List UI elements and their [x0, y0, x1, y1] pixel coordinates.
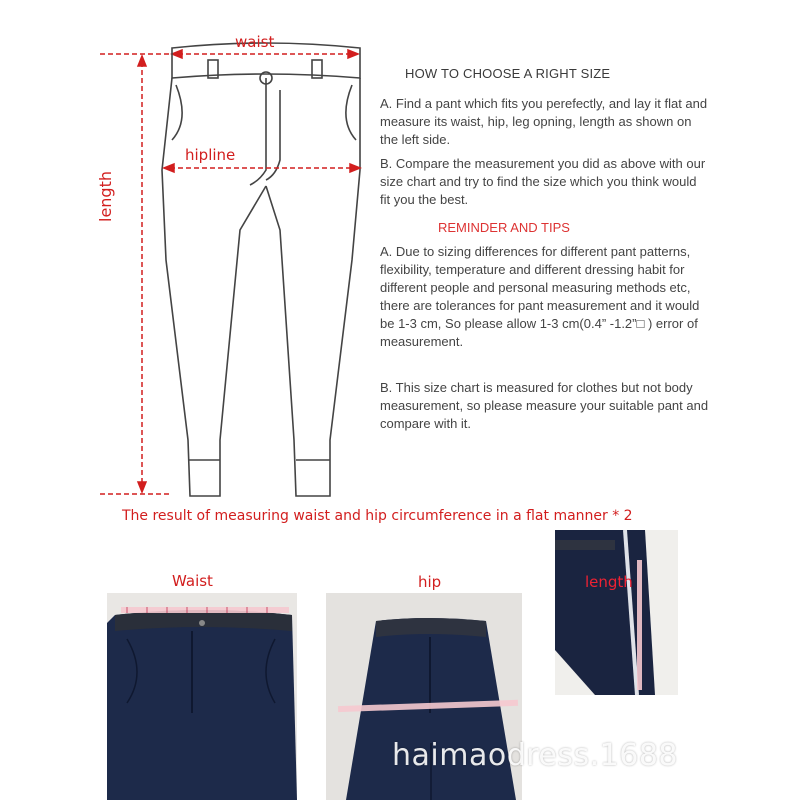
waist-label: waist — [235, 33, 275, 51]
length-measure-line — [100, 54, 170, 494]
pant-outline — [162, 43, 360, 496]
photo-hip-label: hip — [418, 573, 442, 591]
result-note: The result of measuring waist and hip circumference in a flat manner * 2 — [122, 508, 633, 524]
length-label: length — [96, 171, 115, 222]
waist-photo — [107, 593, 297, 800]
guide-step-b: B. Compare the measurement you did as above with our size chart and try to find the size which you think would fit you the best. — [380, 156, 706, 207]
waist-measure-line — [172, 50, 358, 58]
photo-length-label: length — [585, 573, 633, 591]
watermark: haimaodress.1688 — [392, 738, 679, 773]
length-photo — [555, 530, 678, 695]
tip-a: A. Due to sizing differences for different pant patterns, flexibility, temperature and different dressing habit for different people and personal measuring methods etc, there are tolerances for pant measurement and it would be 1-3 cm, So please allow 1-3 cm(0.4” -1.2”□ ) error of measurement. — [380, 244, 700, 349]
photo-waist-label: Waist — [172, 572, 213, 590]
pant-diagram — [90, 30, 380, 510]
tip-b: B. This size chart is measured for clothes but not body measurement, so please measure your suitable pant and compare with it. — [380, 380, 709, 431]
guide-title: HOW TO CHOOSE A RIGHT SIZE — [405, 66, 611, 81]
hipline-measure-line — [164, 164, 360, 172]
guide-step-a: A. Find a pant which fits you perefectly, and lay it flat and measure its waist, hip, leg opning, length as shown on the left side. — [380, 96, 708, 147]
hipline-label: hipline — [185, 146, 236, 164]
tips-title: REMINDER AND TIPS — [438, 220, 570, 235]
